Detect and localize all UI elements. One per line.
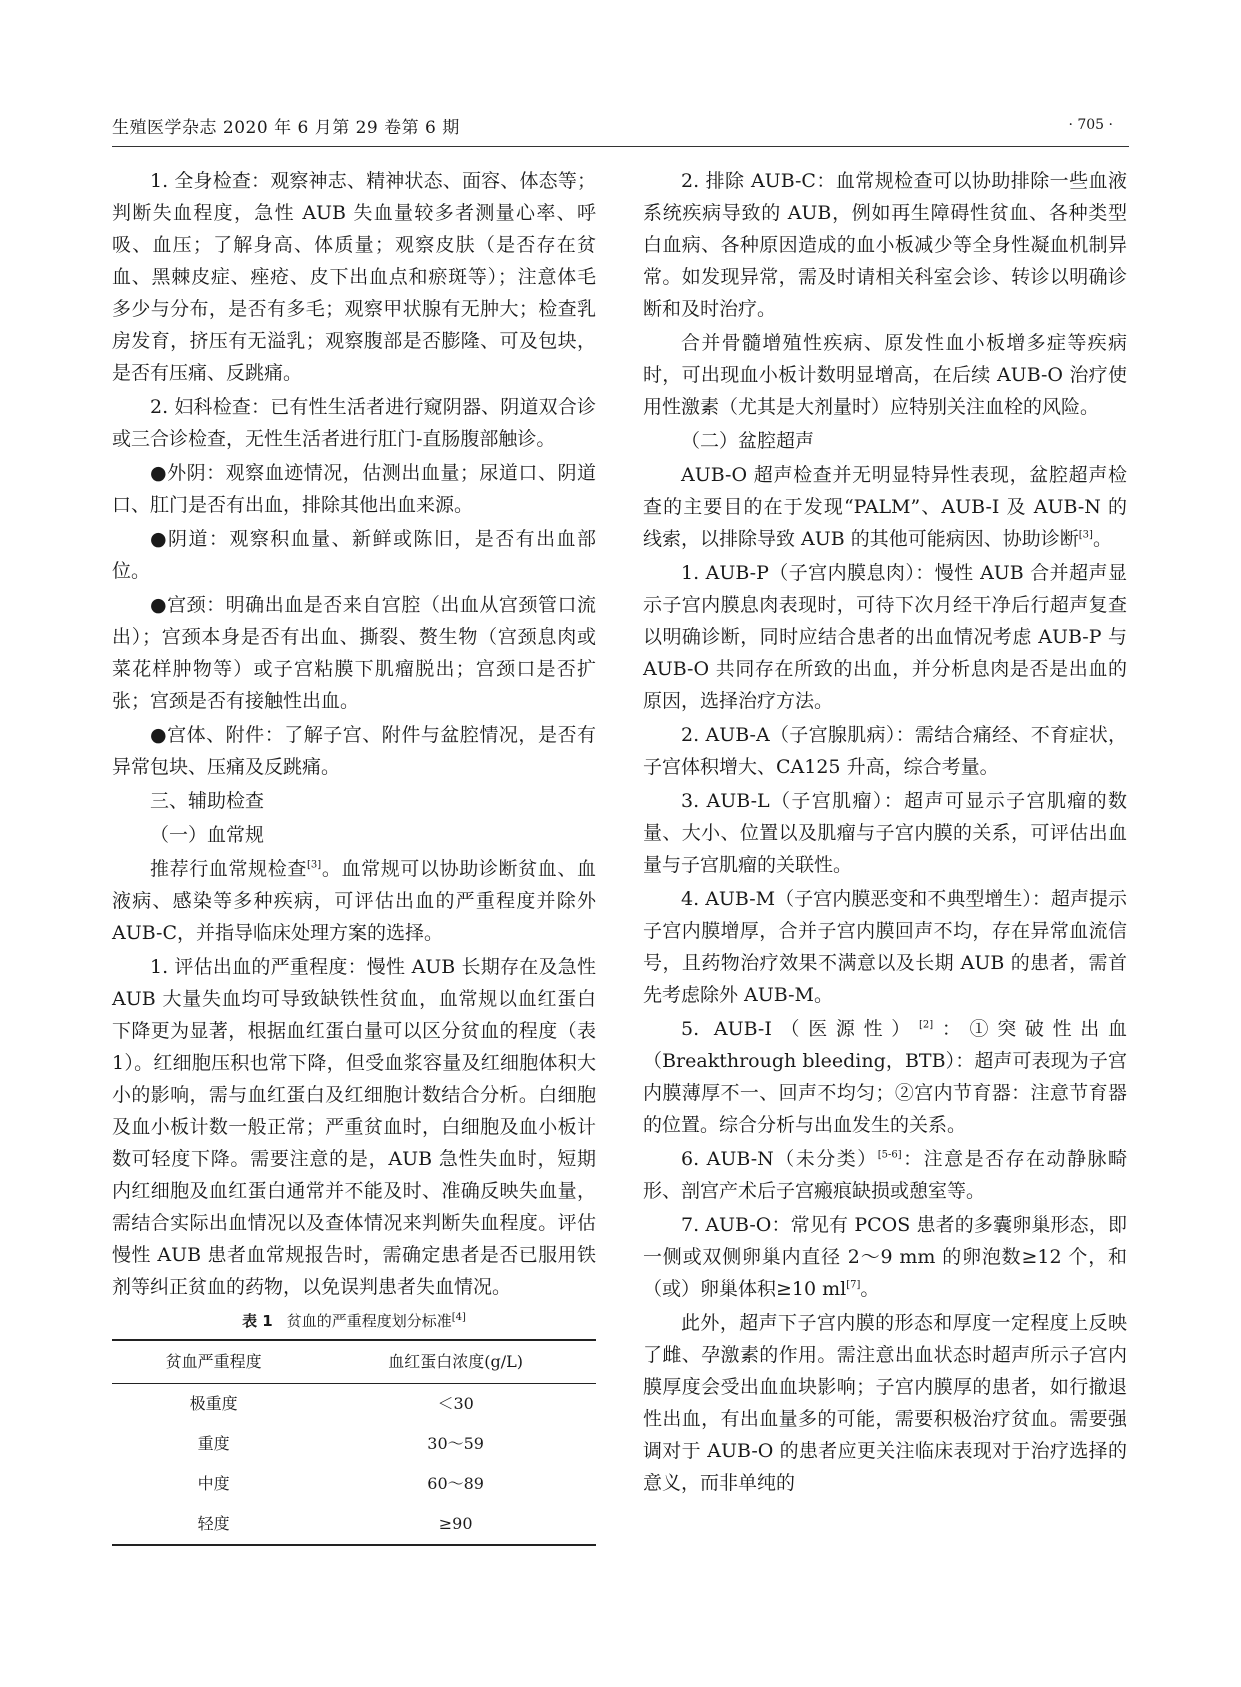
paragraph-text: 。	[1092, 528, 1112, 550]
table-cell: 30～59	[427, 1434, 484, 1453]
citation: [3]	[307, 859, 322, 871]
paragraph: ●宫颈：明确出血是否来自宫腔（出血从宫颈管口流出）；宫颈本身是否有出血、撕裂、赘生物（宫颈息肉或菜花样肿物等）或子宫粘膜下肌瘤脱出；宫颈口是否扩张；宫颈是否有接触性出血。	[112, 594, 596, 712]
paragraph-text: ：注意是否存在动静脉畸形、剖宫产术后子宫瘢痕缺损或憩室等。	[643, 1148, 1127, 1202]
table-cell: 60～89	[427, 1474, 484, 1493]
table-row	[112, 1384, 596, 1425]
citation: [3]	[1078, 529, 1093, 541]
paragraph: 2. AUB-A（子宫腺肌病）：需结合痛经、不育症状，子宫体积增大、CA125 升高，综合考量。	[643, 724, 1127, 778]
paragraph-text: AUB-O 超声检查并无明显特异性表现，盆腔超声检查的主要目的在于发现“PALM”、AUB-I 及 AUB-N 的线索，以排除导致 AUB 的其他可能病因、协助诊断	[643, 464, 1127, 550]
header-rule	[112, 146, 1129, 147]
paragraph	[643, 1143, 1127, 1207]
paragraph	[643, 1209, 1127, 1305]
paragraph: 1. 评估出血的严重程度：慢性 AUB 长期存在及急性 AUB 大量失血均可导致缺铁性贫血，血常规以血红蛋白下降更为显著，根据血红蛋白量可以区分贫血的程度（表 1）。红细胞压积也常下降，但受血浆容量及红细胞体积大小的影响，需与血红蛋白及红细胞计数结合分析。白细胞及血小板计数一般正常；严重贫血时，白细胞及血小板计数可轻度下降。需要注意的是，AUB 急性失血时，短期内红细胞及血红蛋白通常并不能及时、准确反映失血量，需结合实际出血情况以及查体情况来判断失血程度。评估慢性 AUB 患者血常规报告时，需确定患者是否已服用铁剂等纠正贫血的药物，以免误判患者失血情况。	[112, 956, 596, 1298]
right-column	[643, 165, 1127, 1501]
table-cell: ＜30	[437, 1394, 474, 1413]
paragraph	[643, 459, 1127, 555]
paragraph-text: 7. AUB-O：常见有 PCOS 患者的多囊卵巢形态，即一侧或双侧卵巢内直径 2～9 mm 的卵泡数≥12 个，和（或）卵巢体积≥10 ml	[643, 1214, 1127, 1300]
table-cell: 轻度	[197, 1514, 230, 1533]
column-header: 贫血严重程度	[165, 1352, 262, 1371]
citation: [2]	[918, 1019, 934, 1031]
paragraph-text: ：①突破性出血（Breakthrough bleeding，BTB）：超声可表现为子宫内膜薄厚不一、回声不均匀；②宫内节育器：注意节育器的位置。综合分析与出血发生的关系。	[643, 1018, 1127, 1136]
table-row	[112, 1504, 596, 1545]
paragraph: 2. 妇科检查：已有性生活者进行窥阴器、阴道双合诊或三合诊检查，无性生活者进行肛门-直肠腹部触诊。	[112, 396, 596, 450]
paragraph: 2. 排除 AUB-C：血常规检查可以协助排除一些血液系统疾病导致的 AUB，例如再生障碍性贫血、各种类型白血病、各种原因造成的血小板减少等全身性凝血机制异常。如发现异常，需及时请相关科室会诊、转诊以明确诊断和及时治疗。	[643, 170, 1127, 320]
paragraph-text: 推荐行血常规检查	[150, 858, 308, 880]
paragraph: ●宫体、附件：了解子宫、附件与盆腔情况，是否有异常包块、压痛及反跳痛。	[112, 724, 596, 778]
paragraph: 4. AUB-M（子宫内膜恶变和不典型增生）：超声提示子宫内膜增厚，合并子宫内膜回声不均，存在异常血流信号，且药物治疗效果不满意以及长期 AUB 的患者，需首先考虑除外 AUB-M。	[643, 888, 1127, 1006]
anemia-severity-table	[112, 1339, 596, 1546]
table-cell: 重度	[197, 1434, 230, 1453]
table-1	[112, 1305, 596, 1546]
paragraph-text: 5. AUB-I（医源性）	[681, 1018, 919, 1040]
paragraph: 1. 全身检查：观察神志、精神状态、面容、体态等；判断失血程度，急性 AUB 失血量较多者测量心率、呼吸、血压；了解身高、体质量；观察皮肤（是否存在贫血、黑棘皮症、痤疮、皮下出血点和瘀斑等）；注意体毛多少与分布，是否有多毛；观察甲状腺有无肿大；检查乳房发育，挤压有无溢乳；观察腹部是否膨隆、可及包块，是否有压痛、反跳痛。	[112, 170, 596, 384]
table-label: 表 1	[242, 1312, 273, 1330]
paragraph: 1. AUB-P（子宫内膜息肉）：慢性 AUB 合并超声显示子宫内膜息肉表现时，可待下次月经干净后行超声复查以明确诊断，同时应结合患者的出血情况考虑 AUB-P 与 AUB-O 共同存在所致的出血，并分析息肉是否是出血的原因，选择治疗方法。	[643, 562, 1127, 712]
paragraph	[643, 1013, 1127, 1141]
table-row	[112, 1464, 596, 1504]
paragraph-text: 。	[860, 1278, 880, 1300]
subsection-heading: （一）血常规	[150, 824, 265, 846]
table-cell: 极重度	[189, 1394, 238, 1413]
paragraph	[112, 853, 596, 949]
table-caption	[112, 1305, 596, 1337]
page-number: · 705 ·	[1068, 117, 1113, 133]
citation: [7]	[846, 1279, 861, 1291]
table-caption-text: 贫血的严重程度划分标准	[286, 1312, 452, 1330]
table-cell: 中度	[197, 1474, 230, 1493]
table-header-row	[112, 1340, 596, 1384]
journal-title: 生殖医学杂志 2020 年 6 月第 29 卷第 6 期	[112, 118, 460, 138]
paragraph: ●阴道：观察积血量、新鲜或陈旧，是否有出血部位。	[112, 528, 596, 582]
table-cell: ≥90	[438, 1514, 473, 1533]
paragraph-text: 6. AUB-N（未分类）	[681, 1148, 878, 1170]
left-column	[112, 165, 596, 1546]
citation: [4]	[451, 1312, 466, 1323]
column-header: 血红蛋白浓度(g/L)	[388, 1352, 523, 1371]
paragraph-text: 。血常规可以协助诊断贫血、血液病、感染等多种疾病，可评估出血的严重程度并除外 AUB-C，并指导临床处理方案的选择。	[112, 858, 596, 944]
paragraph: 此外，超声下子宫内膜的形态和厚度一定程度上反映了雌、孕激素的作用。需注意出血状态时超声所示子宫内膜厚度会受出血血块影响；子宫内膜厚的患者，如行撤退性出血，有出血量多的可能，需要积极治疗贫血。需要强调对于 AUB-O 的患者应更关注临床表现对于治疗选择的意义，而非单纯的	[643, 1312, 1127, 1494]
section-heading: 三、辅助检查	[150, 790, 265, 812]
subsection-heading: （二）盆腔超声	[681, 430, 815, 452]
paragraph: ●外阴：观察血迹情况，估测出血量；尿道口、阴道口、肛门是否有出血，排除其他出血来源。	[112, 462, 596, 516]
table-row	[112, 1424, 596, 1464]
paragraph: 3. AUB-L（子宫肌瘤）：超声可显示子宫肌瘤的数量、大小、位置以及肌瘤与子宫内膜的关系，可评估出血量与子宫肌瘤的关联性。	[643, 790, 1127, 876]
paragraph: 合并骨髓增殖性疾病、原发性血小板增多症等疾病时，可出现血小板计数明显增高，在后续 AUB-O 治疗使用性激素（尤其是大剂量时）应特别关注血栓的风险。	[643, 332, 1127, 418]
citation: [5-6]	[877, 1149, 902, 1161]
